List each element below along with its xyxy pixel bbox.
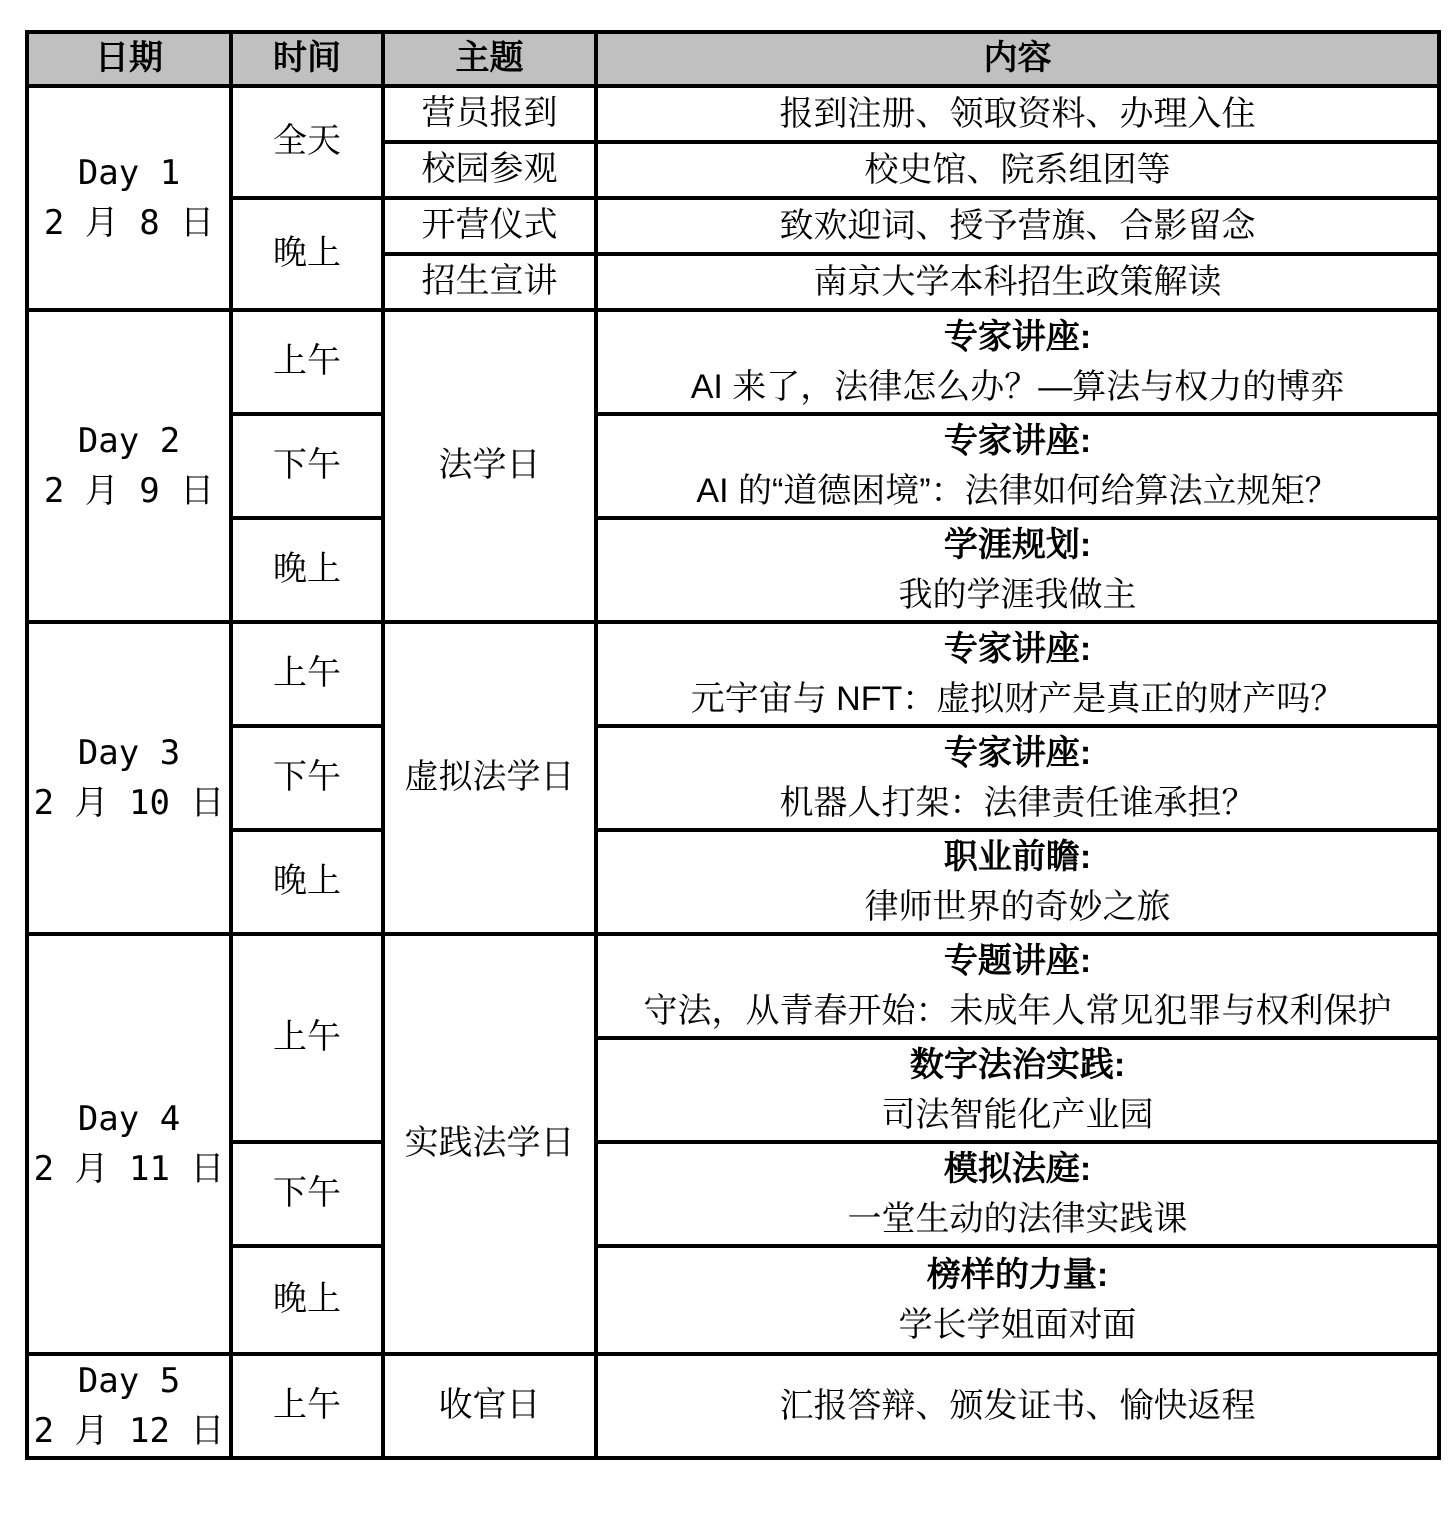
content-cell-day3-afternoon xyxy=(596,726,1439,830)
time-cell-day5-morning: 上午 xyxy=(231,1354,383,1458)
content-title: 榜样的力量: xyxy=(926,1256,1109,1294)
schedule-table xyxy=(25,30,1441,1460)
content-cell-day4-role-models xyxy=(596,1246,1439,1354)
content-cell-day4-lecture xyxy=(596,934,1439,1038)
content-cell-day1-campus-tour xyxy=(596,142,1439,198)
time-cell-day3-afternoon: 下午 xyxy=(231,726,383,830)
time-cell-day2-morning: 上午 xyxy=(231,310,383,414)
time-cell-day4-morning: 上午 xyxy=(231,934,383,1142)
content-cell-day2-morning xyxy=(596,310,1439,414)
content-detail: 司法智能化产业园 xyxy=(881,1096,1154,1134)
day4-date: 2 月 11 日 xyxy=(33,1149,225,1189)
theme-cell-day1-checkin: 营员报到 xyxy=(383,86,596,142)
content-cell-day1-opening xyxy=(596,198,1439,254)
date-cell-day1 xyxy=(27,86,231,310)
content-cell-day3-evening xyxy=(596,830,1439,934)
date-cell-day3 xyxy=(27,622,231,934)
content-cell-day4-moot-court xyxy=(596,1142,1439,1246)
content-detail: AI 来了，法律怎么办？—算法与权力的博弈 xyxy=(690,368,1345,406)
row-day4-4 xyxy=(27,1246,1439,1354)
content-detail: 一堂生动的法律实践课 xyxy=(847,1200,1188,1238)
day2-date: 2 月 9 日 xyxy=(43,471,215,511)
date-cell-day4 xyxy=(27,934,231,1354)
content-text: 报到注册、领取资料、办理入住 xyxy=(779,95,1256,133)
col-header-content: 内容 xyxy=(596,32,1439,86)
day4-label: Day 4 xyxy=(77,1099,181,1139)
time-cell-day1-evening: 晚上 xyxy=(231,198,383,310)
col-header-time: 时间 xyxy=(231,32,383,86)
col-header-theme: 主题 xyxy=(383,32,596,86)
day2-label: Day 2 xyxy=(77,421,181,461)
theme-cell-day5: 收官日 xyxy=(383,1354,596,1458)
content-title: 数字法治实践: xyxy=(909,1046,1126,1084)
row-day5-1 xyxy=(27,1354,1439,1458)
theme-cell-day4: 实践法学日 xyxy=(383,934,596,1354)
row-day3-2 xyxy=(27,726,1439,830)
content-cell-day4-digital-practice xyxy=(596,1038,1439,1142)
content-title: 专家讲座: xyxy=(943,422,1092,460)
theme-cell-day1-opening: 开营仪式 xyxy=(383,198,596,254)
day1-label: Day 1 xyxy=(77,153,181,193)
date-cell-day2 xyxy=(27,310,231,622)
time-cell-day1-allday: 全天 xyxy=(231,86,383,198)
row-day3-1 xyxy=(27,622,1439,726)
row-day4-3 xyxy=(27,1142,1439,1246)
header-row xyxy=(27,32,1439,86)
theme-cell-day1-admissions: 招生宣讲 xyxy=(383,254,596,310)
content-cell-day1-checkin xyxy=(596,86,1439,142)
date-cell-day5 xyxy=(27,1354,231,1458)
content-detail: AI 的“道德困境”：法律如何给算法立规矩？ xyxy=(696,472,1339,510)
row-day1-1 xyxy=(27,86,1439,142)
theme-cell-day2: 法学日 xyxy=(383,310,596,622)
time-cell-day2-afternoon: 下午 xyxy=(231,414,383,518)
content-title: 专家讲座: xyxy=(943,318,1092,356)
time-cell-day3-evening: 晚上 xyxy=(231,830,383,934)
content-detail: 我的学涯我做主 xyxy=(898,576,1137,614)
row-day1-3 xyxy=(27,198,1439,254)
content-cell-day3-morning xyxy=(596,622,1439,726)
day1-date: 2 月 8 日 xyxy=(43,203,215,243)
content-detail: 学长学姐面对面 xyxy=(898,1306,1137,1344)
content-detail: 律师世界的奇妙之旅 xyxy=(864,888,1171,926)
content-text: 致欢迎词、授予营旗、合影留念 xyxy=(779,207,1256,245)
content-cell-day2-afternoon xyxy=(596,414,1439,518)
theme-cell-day3: 虚拟法学日 xyxy=(383,622,596,934)
time-cell-day3-morning: 上午 xyxy=(231,622,383,726)
content-title: 专家讲座: xyxy=(943,630,1092,668)
content-text: 汇报答辩、颁发证书、愉快返程 xyxy=(779,1387,1256,1425)
row-day3-3 xyxy=(27,830,1439,934)
content-cell-day1-admissions xyxy=(596,254,1439,310)
schedule-table-container xyxy=(25,30,1441,1460)
content-detail: 守法，从青春开始：未成年人常见犯罪与权利保护 xyxy=(643,992,1392,1030)
theme-cell-day1-campus-tour: 校园参观 xyxy=(383,142,596,198)
content-title: 职业前瞻: xyxy=(943,838,1092,876)
row-day2-2 xyxy=(27,414,1439,518)
content-title: 专家讲座: xyxy=(943,734,1092,772)
day5-label: Day 5 xyxy=(77,1361,181,1401)
day3-date: 2 月 10 日 xyxy=(33,783,225,823)
content-title: 学涯规划: xyxy=(943,526,1092,564)
day5-date: 2 月 12 日 xyxy=(33,1411,225,1451)
row-day4-1 xyxy=(27,934,1439,1038)
content-title: 模拟法庭: xyxy=(943,1150,1092,1188)
content-cell-day5-closing xyxy=(596,1354,1439,1458)
content-cell-day2-evening xyxy=(596,518,1439,622)
row-day2-1 xyxy=(27,310,1439,414)
content-title: 专题讲座: xyxy=(943,942,1092,980)
content-detail: 元宇宙与 NFT：虚拟财产是真正的财产吗？ xyxy=(690,680,1345,718)
time-cell-day4-evening: 晚上 xyxy=(231,1246,383,1354)
time-cell-day2-evening: 晚上 xyxy=(231,518,383,622)
col-header-date: 日期 xyxy=(27,32,231,86)
content-text: 校史馆、院系组团等 xyxy=(864,151,1171,189)
row-day2-3 xyxy=(27,518,1439,622)
day3-label: Day 3 xyxy=(77,733,181,773)
content-detail: 机器人打架：法律责任谁承担？ xyxy=(779,784,1256,822)
content-text: 南京大学本科招生政策解读 xyxy=(813,263,1222,301)
time-cell-day4-afternoon: 下午 xyxy=(231,1142,383,1246)
